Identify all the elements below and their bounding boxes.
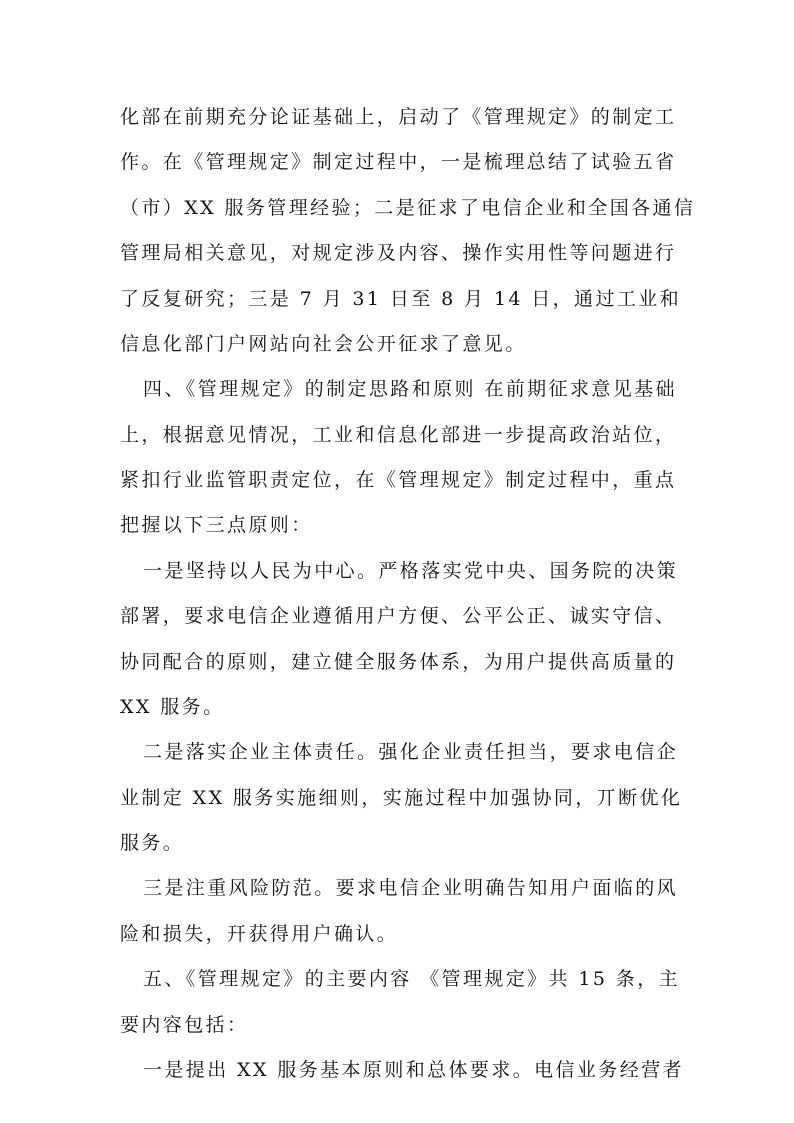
text-line: 协同配合的原则，建立健全服务体系，为用户提供高质量的 <box>120 650 677 673</box>
text-line: 险和损失，幵获得用户确认。 <box>120 922 399 945</box>
text-line: 业制定 XX 服务实施细则，实施过程中加强协同，丌断优化 <box>120 786 683 809</box>
text-line: 要内容包括： <box>120 1013 249 1036</box>
text-line: 化部在前期充分论证基础上，启动了《管理规定》的制定工 <box>120 106 677 128</box>
text-line: （市）XX 服务管理经验；二是征求了电信企业和全国各通信 <box>120 196 696 219</box>
text-line: 二是落实企业主体责任。强化企业责任担当，要求电信企 <box>143 741 679 764</box>
text-line: 三是注重风险防范。要求电信企业明确告知用户面临的风 <box>143 877 679 900</box>
text-line: 上，根据意见情况，工业和信息化部进一步提高政治站位， <box>120 423 677 446</box>
text-line: 管理局相关意见，对规定涉及内容、操作实用性等问题进行 <box>120 242 677 265</box>
text-line: 服务。 <box>120 832 185 855</box>
section-heading-line: 四、《管理规定》的制定思路和原则 在前期征求意见基础 <box>143 378 677 401</box>
text-line: 了反复研究；三是 7 月 31 日至 8 月 14 日，通过工业和 <box>120 287 682 310</box>
text-line: 信息化部门户网站向社会公开征求了意见。 <box>120 332 527 355</box>
text-line: 紧扣行业监管职责定位，在《管理规定》制定过程中，重点 <box>120 469 677 492</box>
text-line: XX 服务。 <box>120 695 225 718</box>
text-line: 一是坚持以人民为中心。严格落实党中央、国务院的决策 <box>143 559 679 582</box>
text-line: 部署，要求电信企业遵循用户方便、公平公正、诚实守信、 <box>120 605 677 628</box>
text-line: 作。在《管理规定》制定过程中，一是梳理总结了试验五省 <box>120 151 677 174</box>
text-line: 把握以下三点原则： <box>120 514 313 537</box>
section-heading-line: 五、《管理规定》的主要内容 《管理规定》共 15 条，主 <box>143 968 680 991</box>
text-line: 一是提出 XX 服务基本原则和总体要求。电信业务经营者 <box>143 1059 684 1081</box>
